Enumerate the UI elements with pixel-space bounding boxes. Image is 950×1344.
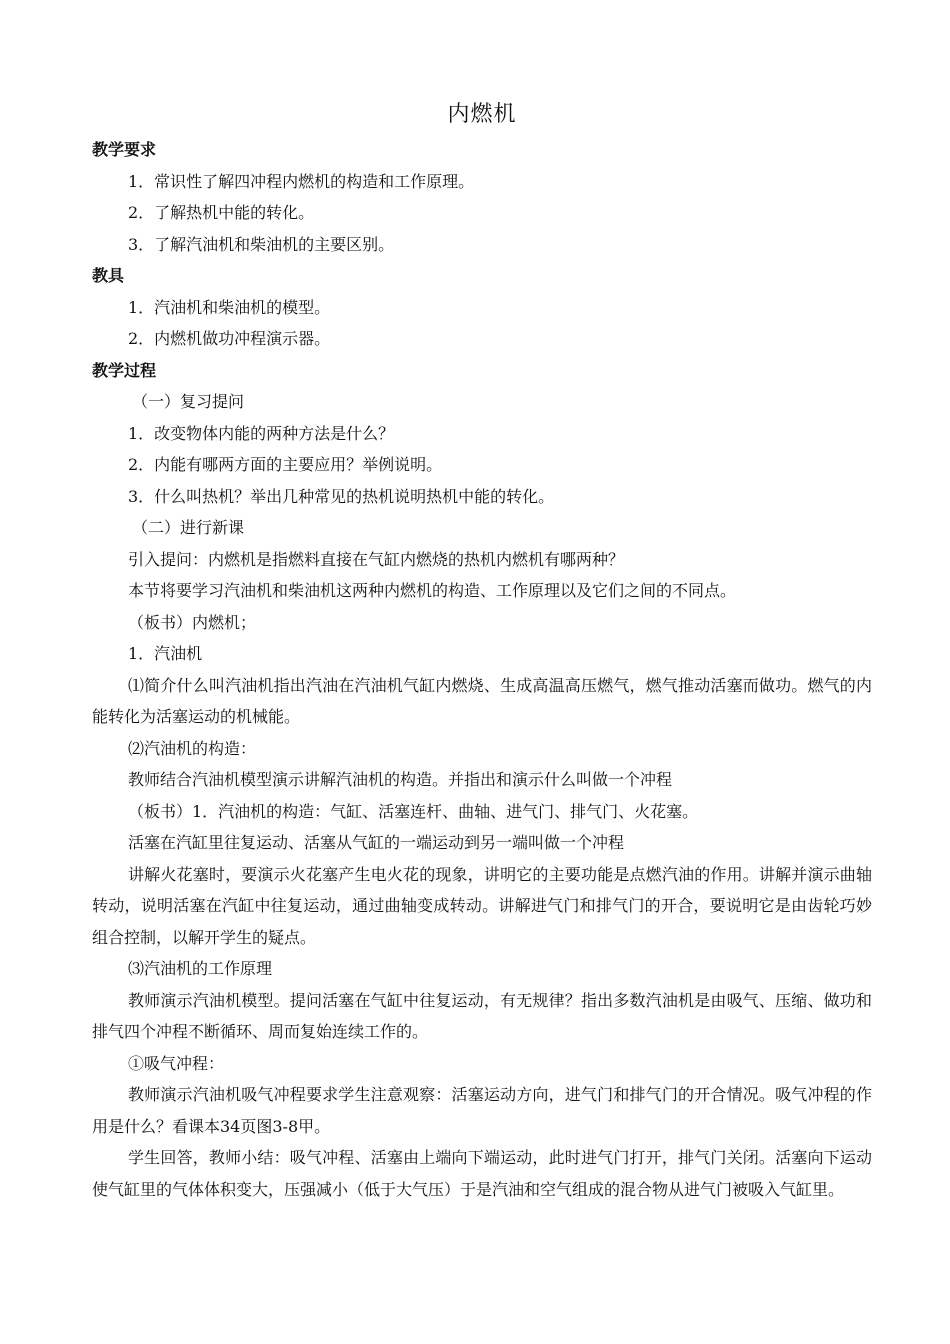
requirement-item: 1．常识性了解四冲程内燃机的构造和工作原理。 <box>128 171 475 191</box>
tool-item: 1．汽油机和柴油机的模型。 <box>128 297 331 317</box>
body-paragraph: 教师演示汽油机模型。提问活塞在气缸中往复运动，有无规律？指出多数汽油机是由吸气、压缩、做功和排气四个冲程不断循环、周而复始连续工作的。 <box>92 990 872 1041</box>
document-page <box>92 96 872 1205</box>
body-paragraph: 学生回答，教师小结：吸气冲程、活塞由上端向下端运动，此时进气门打开，排气门关闭。活塞向下运动使气缸里的气体体积变大，压强减小（低于大气压）于是汽油和空气组成的混合物从进气门被吸入气缸里。 <box>92 1148 872 1199</box>
body-paragraph: 教师结合汽油机模型演示讲解汽油机的构造。并指出和演示什么叫做一个冲程 <box>128 770 673 789</box>
body-paragraph: 1．汽油机 <box>128 644 203 663</box>
body-paragraph: 讲解火花塞时，要演示火花塞产生电火花的现象，讲明它的主要功能是点燃汽油的作用。讲解并演示曲轴转动，说明活塞在汽缸中往复运动，通过曲轴变成转动。讲解进气门和排气门的开合，要说明它是由齿轮巧妙组合控制，以解开学生的疑点。 <box>92 864 872 947</box>
body-paragraph: 活塞在汽缸里往复运动、活塞从气缸的一端运动到另一端叫做一个冲程 <box>128 833 625 852</box>
tool-item: 2．内燃机做功冲程演示器。 <box>128 329 331 348</box>
board-note: （板书）内燃机； <box>128 612 257 632</box>
body-paragraph: 教师演示汽油机吸气冲程要求学生注意观察：活塞运动方向，进气门和排气门的开合情况。吸气冲程的作用是什么？看课本34页图3-8甲。 <box>92 1085 872 1136</box>
body-paragraph: 引入提问：内燃机是指燃料直接在气缸内燃烧的热机内燃机有哪两种？ <box>128 549 625 569</box>
body-paragraph: ⑶汽油机的工作原理 <box>128 959 273 978</box>
requirement-item: 2．了解热机中能的转化。 <box>128 203 315 222</box>
subsection-heading: （二）进行新课 <box>132 518 245 537</box>
requirement-item: 3．了解汽油机和柴油机的主要区别。 <box>128 234 395 254</box>
body-paragraph: ①吸气冲程： <box>128 1053 225 1073</box>
section-heading-tools: 教具 <box>92 266 125 285</box>
section-heading-process: 教学过程 <box>92 360 157 380</box>
section-heading-requirements: 教学要求 <box>92 140 157 159</box>
question-item: 3．什么叫热机？举出几种常见的热机说明热机中能的转化。 <box>128 486 555 506</box>
subsection-heading: （一）复习提问 <box>132 392 245 411</box>
page-title: 内燃机 <box>447 102 517 127</box>
question-item: 1．改变物体内能的两种方法是什么？ <box>128 423 395 443</box>
body-paragraph: ⑵汽油机的构造： <box>128 738 257 758</box>
board-note: （板书）1．汽油机的构造：气缸、活塞连杆、曲轴、进气门、排气门、火花塞。 <box>128 801 699 821</box>
question-item: 2．内能有哪两方面的主要应用？举例说明。 <box>128 455 443 474</box>
body-paragraph: 本节将要学习汽油机和柴油机这两种内燃机的构造、工作原理以及它们之间的不同点。 <box>128 581 737 600</box>
body-paragraph: ⑴简介什么叫汽油机指出汽油在汽油机气缸内燃烧、生成高温高压燃气，燃气推动活塞而做功。燃气的内能转化为活塞运动的机械能。 <box>92 675 872 726</box>
